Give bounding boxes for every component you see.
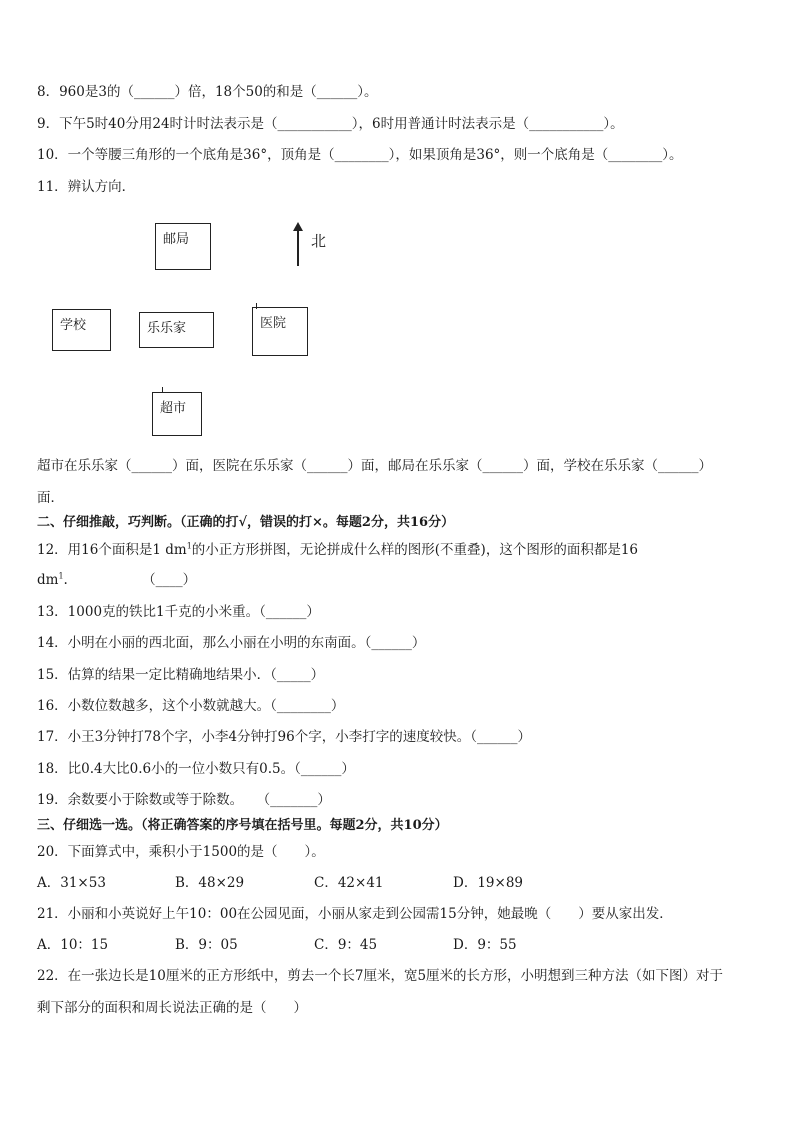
question-10: 10．一个等腰三角形的一个底角是36°，顶角是（________），如果顶角是36°，则一个底角是（________）。 bbox=[37, 147, 683, 163]
question-15: 15．估算的结果一定比精确地结果小．（_____） bbox=[37, 667, 325, 683]
question-12-unit: dm bbox=[37, 572, 59, 588]
question-20-option-b: B．48×29 bbox=[175, 875, 245, 891]
question-11-answer-line-2: 面． bbox=[37, 490, 64, 506]
section-2-heading: 二、仔细推敲，巧判断。（正确的打√，错误的打×。每题2分，共16分） bbox=[37, 515, 455, 530]
question-20-option-c: C．42×41 bbox=[314, 875, 384, 891]
question-8: 8．960是3的（______）倍，18个50的和是（______）。 bbox=[37, 84, 378, 100]
map-school-box: 学校 bbox=[52, 309, 111, 351]
question-20-option-a: A．31×53 bbox=[37, 875, 106, 891]
map-home-box: 乐乐家 bbox=[139, 312, 214, 348]
question-21: 21．小丽和小英说好上午10：00在公园见面，小丽从家走到公园需15分钟，她最晚（ ）要从家出发． bbox=[37, 906, 673, 922]
question-21-option-b: B．9：05 bbox=[175, 937, 238, 953]
question-22-line-2: 剩下部分的面积和周长说法正确的是（ ） bbox=[37, 1000, 307, 1016]
question-12-text-a: 12．用16个面积是1 dm bbox=[37, 542, 187, 558]
question-13: 13．1000克的铁比1千克的小米重。（______） bbox=[37, 604, 320, 620]
map-hospital-box: 医院 bbox=[252, 307, 308, 356]
map-hospital-tick bbox=[256, 303, 257, 309]
question-11-answer-line-1: 超市在乐乐家（______）面，医院在乐乐家（______）面，邮局在乐乐家（______）面，学校在乐乐家（______） bbox=[37, 458, 712, 474]
question-12-text-b: 的小正方形拼图，无论拼成什么样的图形(不重叠)，这个图形的面积都是16 bbox=[191, 542, 638, 558]
north-arrow-shaft bbox=[297, 224, 299, 266]
question-14: 14．小明在小丽的西北面，那么小丽在小明的东南面。（______） bbox=[37, 635, 426, 651]
map-supermarket-tick bbox=[162, 387, 163, 393]
question-18: 18．比0.4大比0.6小的一位小数只有0.5。（______） bbox=[37, 761, 355, 777]
question-12-sup-2: 1 bbox=[58, 571, 64, 581]
map-post-office-box: 邮局 bbox=[155, 223, 211, 270]
question-22-line-1: 22．在一张边长是10厘米的正方形纸中，剪去一个长7厘米，宽5厘米的长方形，小明想到三种方法（如下图）对于 bbox=[37, 968, 724, 984]
map-supermarket-box: 超市 bbox=[152, 392, 202, 436]
question-21-option-c: C．9：45 bbox=[314, 937, 378, 953]
question-9: 9．下午5时40分用24时计时法表示是（___________），6时用普通计时法表示是（___________）。 bbox=[37, 116, 624, 132]
question-21-option-a: A．10：15 bbox=[37, 937, 109, 953]
question-12-blank: . （____） bbox=[63, 572, 197, 588]
question-11: 11．辨认方向． bbox=[37, 179, 136, 195]
question-17: 17．小王3分钟打78个字，小李4分钟打96个字，小李打字的速度较快。（______） bbox=[37, 729, 531, 745]
map-north-label: 北 bbox=[311, 232, 327, 250]
section-3-heading: 三、仔细选一选。（将正确答案的序号填在括号里。每题2分，共10分） bbox=[37, 818, 448, 833]
question-16: 16．小数位数越多，这个小数就越大。（________） bbox=[37, 698, 345, 714]
question-12-sup-1: 1 bbox=[186, 541, 192, 551]
question-12-line-2 bbox=[37, 571, 196, 589]
question-20-option-d: D．19×89 bbox=[453, 875, 523, 891]
question-19: 19．余数要小于除数或等于除数。 （_______） bbox=[37, 792, 331, 808]
question-21-option-d: D．9：55 bbox=[453, 937, 517, 953]
question-12-line-1 bbox=[37, 541, 638, 559]
question-20: 20．下面算式中，乘积小于1500的是（ ）。 bbox=[37, 844, 325, 860]
